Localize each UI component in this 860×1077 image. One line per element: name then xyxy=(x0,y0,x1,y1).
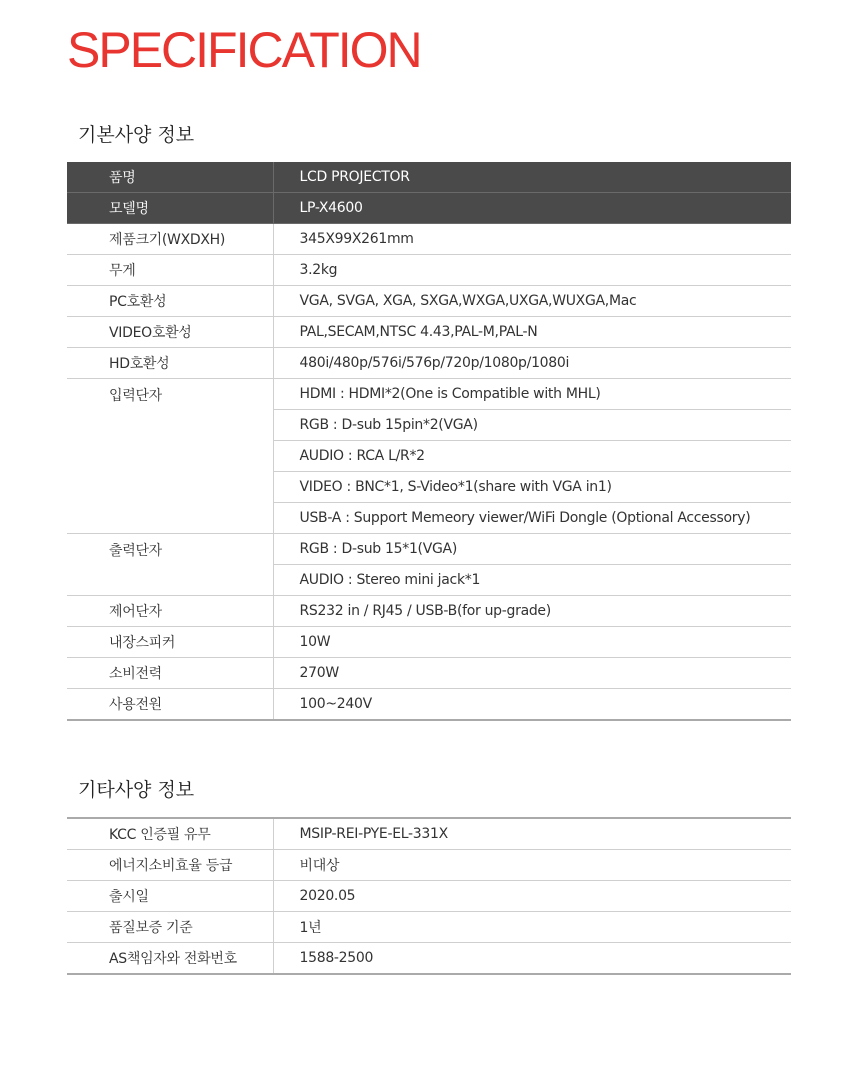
spec-label: 제품크기(WXDXH) xyxy=(67,224,273,255)
table-row xyxy=(67,943,791,975)
table-row xyxy=(67,818,791,850)
basic-spec-table xyxy=(67,162,791,721)
spec-label: 제어단자 xyxy=(67,596,273,627)
spec-value: LP-X4600 xyxy=(273,193,791,224)
spec-value: 270W xyxy=(273,658,791,689)
table-row xyxy=(67,162,791,193)
page-title: SPECIFICATION xyxy=(67,22,421,78)
spec-value: 100~240V xyxy=(299,696,372,712)
table-row xyxy=(67,534,791,565)
spec-label: PC호환성 xyxy=(67,286,273,317)
table-row xyxy=(67,379,791,410)
spec-label: 품명 xyxy=(67,162,273,193)
spec-value: 3.2kg xyxy=(273,255,791,286)
spec-value: 10W xyxy=(273,627,791,658)
table-row xyxy=(67,348,791,379)
spec-label: 품질보증 기준 xyxy=(67,912,273,943)
spec-value: AUDIO : RCA L/R*2 xyxy=(273,441,791,472)
spec-value: RS232 in / RJ45 / USB-B(for up-grade) xyxy=(273,596,791,627)
spec-value: RGB : D-sub 15pin*2(VGA) xyxy=(273,410,791,441)
table-row xyxy=(67,193,791,224)
spec-value: LCD PROJECTOR xyxy=(273,162,791,193)
spec-value: RGB : D-sub 15*1(VGA) xyxy=(273,534,791,565)
spec-label: HD호환성 xyxy=(67,348,273,379)
spec-label: 출력단자 xyxy=(67,534,273,596)
spec-value: 1년 xyxy=(273,912,791,943)
spec-value: VIDEO : BNC*1, S-Video*1(share with VGA in1) xyxy=(273,472,791,503)
extra-spec-table xyxy=(67,817,791,975)
spec-value: 480i/480p/576i/576p/720p/1080p/1080i xyxy=(273,348,791,379)
spec-label: 내장스피커 xyxy=(67,627,273,658)
table-row xyxy=(67,627,791,658)
spec-label: 에너지소비효율 등급 xyxy=(67,850,273,881)
spec-label: AS책임자와 전화번호 xyxy=(67,943,273,975)
spec-value: 2020.05 xyxy=(273,881,791,912)
spec-value: USB-A : Support Memeory viewer/WiFi Dongle (Optional Accessory) xyxy=(273,503,791,534)
table-row xyxy=(67,850,791,881)
spec-label: VIDEO호환성 xyxy=(67,317,273,348)
spec-value: 1588-2500 xyxy=(299,950,374,966)
table-row xyxy=(67,689,791,721)
spec-value: VGA, SVGA, XGA, SXGA,WXGA,UXGA,WUXGA,Mac xyxy=(273,286,791,317)
spec-value: PAL,SECAM,NTSC 4.43,PAL-M,PAL-N xyxy=(273,317,791,348)
spec-label: 출시일 xyxy=(67,881,273,912)
spec-value: HDMI : HDMI*2(One is Compatible with MHL) xyxy=(273,379,791,410)
table-row xyxy=(67,286,791,317)
table-row xyxy=(67,658,791,689)
table-row xyxy=(67,881,791,912)
table-row xyxy=(67,224,791,255)
spec-value: MSIP-REI-PYE-EL-331X xyxy=(273,818,791,850)
table-row xyxy=(67,255,791,286)
spec-value: AUDIO : Stereo mini jack*1 xyxy=(273,565,791,596)
table-row xyxy=(67,317,791,348)
spec-label: 무게 xyxy=(67,255,273,286)
spec-value: 비대상 xyxy=(273,850,791,881)
basic-spec-title: 기본사양 정보 xyxy=(78,124,195,146)
extra-spec-title: 기타사양 정보 xyxy=(78,779,195,801)
spec-label: 소비전력 xyxy=(67,658,273,689)
spec-label: KCC 인증필 유무 xyxy=(67,818,273,850)
spec-label: 사용전원 xyxy=(67,689,273,721)
spec-value: 345X99X261mm xyxy=(273,224,791,255)
spec-label: 입력단자 xyxy=(67,379,273,534)
table-row xyxy=(67,912,791,943)
spec-label: 모델명 xyxy=(67,193,273,224)
table-row xyxy=(67,596,791,627)
